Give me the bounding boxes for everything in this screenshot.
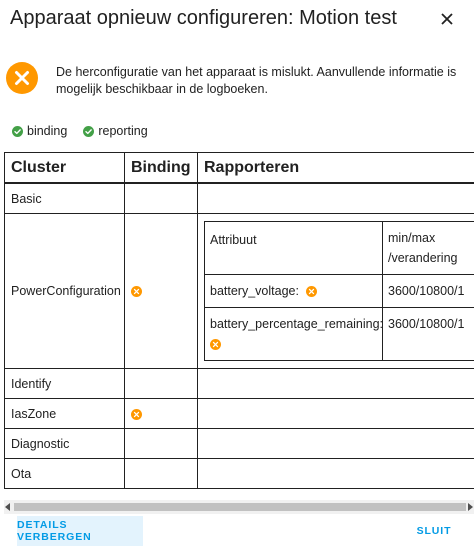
status-binding-label: binding bbox=[27, 124, 68, 138]
reporting-cell bbox=[198, 183, 474, 214]
reporting-cell bbox=[198, 399, 474, 429]
table-row bbox=[5, 459, 474, 489]
table-row bbox=[5, 369, 474, 399]
error-x-icon bbox=[6, 62, 38, 94]
error-alert bbox=[6, 62, 466, 102]
attr-cell bbox=[205, 308, 383, 361]
reporting-attributes-table bbox=[204, 221, 474, 361]
close-icon bbox=[440, 12, 454, 26]
cluster-cell: IasZone bbox=[5, 399, 125, 429]
results-table bbox=[4, 152, 474, 489]
table-row bbox=[5, 429, 474, 459]
header-cluster: Cluster bbox=[5, 153, 125, 184]
close-button[interactable] bbox=[434, 6, 460, 32]
scroll-left-icon[interactable] bbox=[5, 503, 10, 511]
attr-name: battery_voltage: bbox=[210, 284, 299, 298]
binding-cell bbox=[125, 369, 198, 399]
cluster-cell: Basic bbox=[5, 183, 125, 214]
error-x-icon bbox=[306, 286, 317, 297]
error-x-icon bbox=[131, 286, 142, 297]
scroll-right-icon[interactable] bbox=[468, 503, 473, 511]
binding-cell bbox=[125, 183, 198, 214]
header-binding: Binding bbox=[125, 153, 198, 184]
binding-cell bbox=[125, 429, 198, 459]
alert-message: De herconfiguratie van het apparaat is mislukt. Aanvullende informatie is mogelijk beschikbaar in de logboeken. bbox=[56, 65, 457, 96]
attr-name: battery_percentage_remaining: bbox=[210, 317, 384, 331]
dialog-title: Apparaat opnieuw configureren: Motion test bbox=[10, 7, 397, 29]
value-cell: 3600/10800/1 bbox=[383, 308, 474, 361]
cluster-cell: Identify bbox=[5, 369, 125, 399]
header-reporting: Rapporteren bbox=[198, 153, 474, 184]
table-row bbox=[5, 399, 474, 429]
inner-row bbox=[205, 308, 474, 361]
binding-cell bbox=[125, 399, 198, 429]
binding-cell bbox=[125, 459, 198, 489]
hide-details-button[interactable]: DETAILS VERBERGEN bbox=[17, 516, 143, 546]
table-header-row bbox=[5, 153, 474, 184]
table-row bbox=[5, 214, 474, 369]
scrollbar-thumb[interactable] bbox=[14, 503, 466, 511]
status-reporting-label: reporting bbox=[98, 124, 148, 138]
reporting-cell bbox=[198, 459, 474, 489]
inner-row bbox=[205, 275, 474, 308]
minmax-header: min/max /verandering bbox=[383, 222, 474, 275]
value-cell: 3600/10800/1 bbox=[383, 275, 474, 308]
status-reporting bbox=[83, 124, 147, 138]
status-row bbox=[12, 123, 164, 139]
binding-cell bbox=[125, 214, 198, 369]
horizontal-scrollbar[interactable] bbox=[4, 500, 474, 514]
reporting-cell bbox=[198, 429, 474, 459]
cluster-cell: PowerConfiguration bbox=[5, 214, 125, 369]
table-row bbox=[5, 183, 474, 214]
reporting-cell bbox=[198, 369, 474, 399]
error-x-icon bbox=[131, 409, 142, 420]
error-x-icon bbox=[210, 339, 221, 350]
reporting-cell bbox=[198, 214, 474, 369]
close-dialog-button[interactable]: SLUIT bbox=[416, 525, 452, 537]
inner-header-row bbox=[205, 222, 474, 275]
check-circle-icon bbox=[12, 126, 23, 137]
check-circle-icon bbox=[83, 126, 94, 137]
attr-cell bbox=[205, 275, 383, 308]
attr-header: Attribuut bbox=[205, 222, 383, 275]
results-table-container[interactable] bbox=[4, 152, 474, 500]
cluster-cell: Ota bbox=[5, 459, 125, 489]
status-binding bbox=[12, 124, 67, 138]
dialog-header bbox=[0, 0, 474, 40]
cluster-cell: Diagnostic bbox=[5, 429, 125, 459]
